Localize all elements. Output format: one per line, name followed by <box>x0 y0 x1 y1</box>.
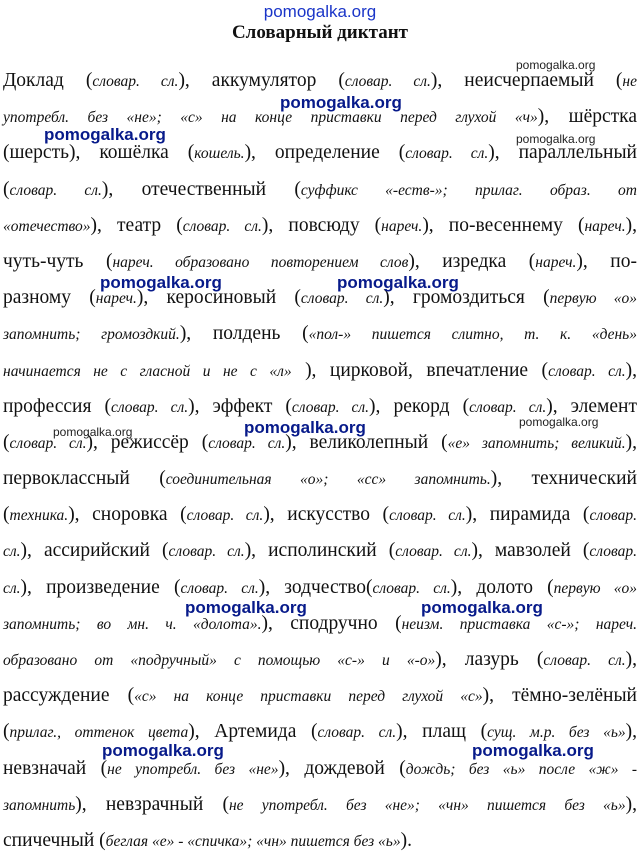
word-text: ), мавзолей ( <box>471 540 590 562</box>
word-text: ), керосиновый ( <box>136 287 301 309</box>
word-text: ), Артемида ( <box>188 721 318 743</box>
word-text: ), сподручно ( <box>261 612 402 634</box>
watermark: pomogalka.org <box>472 741 594 760</box>
page-title: Словарный диктант <box>231 22 409 43</box>
note-text: сущ. м.р. без «ь» <box>487 724 626 742</box>
note-text: «пол-» пишется слитно, т. к. «день» <box>308 326 637 344</box>
note-text: словар. сл. <box>469 398 547 416</box>
word-text: ), по- <box>576 250 637 272</box>
word-text: ), полдень ( <box>179 323 309 345</box>
word-text: ). <box>400 829 412 851</box>
note-text: не употребл. без «не»; «чн» пишется без «ь» <box>228 796 626 814</box>
note-text: нареч. <box>584 217 626 235</box>
watermark: pomogalka.org <box>244 418 366 437</box>
note-text: первую «о» <box>549 290 638 308</box>
word-text: профессия ( <box>3 395 111 417</box>
word-text: чуть-чуть ( <box>3 250 113 272</box>
note-text: употребл. без «не»; «с» на конце приставки перед глухой «ч» <box>3 109 538 127</box>
word-text: первоклассный ( <box>3 468 166 490</box>
note-text: словар. сл. <box>9 181 102 199</box>
note-text: словар. <box>589 507 638 525</box>
dictation-line <box>3 642 637 678</box>
word-text: ), режиссёр ( <box>86 431 209 453</box>
word-text: (шерсть), кошёлка ( <box>3 142 195 164</box>
note-text: прилаг., оттенок цвета <box>9 724 189 742</box>
note-text: «с» на конце приставки перед глухой «с» <box>134 688 483 706</box>
watermark: pomogalka.org <box>280 93 402 112</box>
dictation-line <box>3 280 637 316</box>
word-text: ), лазурь ( <box>435 649 544 670</box>
note-text: словар. сл. <box>389 507 466 525</box>
word-text: ), <box>625 721 637 743</box>
note-text: «е» запомнить; великий. <box>447 434 626 452</box>
note-text: запомнить; во мн. ч. «долота». <box>3 615 262 633</box>
word-text: ), <box>625 214 637 236</box>
dictation-line <box>3 353 637 389</box>
word-text: ), долото ( <box>450 576 554 598</box>
dictation-line <box>3 461 637 497</box>
note-text: запомнить; громоздкий. <box>3 326 180 344</box>
watermark: pomogalka.org <box>337 273 459 292</box>
dictation-line <box>3 316 637 352</box>
watermark: pomogalka.org <box>100 273 222 292</box>
note-text: словар. сл. <box>548 362 626 380</box>
word-text: ), невзрачный ( <box>75 793 229 815</box>
word-text: ), дождевой ( <box>278 757 406 779</box>
note-text: словар. сл. <box>208 434 286 452</box>
watermark: pomogalka.org <box>102 741 224 760</box>
word-text: ), тёмно-зелёный <box>482 685 637 707</box>
word-text: ), элемент <box>546 395 637 417</box>
dictation-line <box>3 172 637 208</box>
note-text: беглая «е» - «спичка»; «чн» пишется без «ь» <box>105 832 401 850</box>
word-text: ), <box>625 649 638 670</box>
note-text: словар. <box>589 543 637 561</box>
note-text: словар. сл. <box>395 543 472 561</box>
watermark: pomogalka.org <box>516 58 596 72</box>
note-text: словар. сл. <box>291 398 370 416</box>
watermark: pomogalka.org <box>519 415 599 429</box>
note-text: словар. сл. <box>186 507 264 525</box>
word-text: ( <box>3 431 10 453</box>
dictation-body <box>3 63 637 859</box>
dictation-line <box>3 533 637 569</box>
word-text: ( <box>3 721 10 743</box>
note-text: словар. сл. <box>344 73 431 90</box>
note-text: словар. сл. <box>168 543 245 561</box>
word-text: ), повсюду ( <box>261 214 382 236</box>
note-text: образовано от «подручный» с помощью «с-» и «-о» <box>3 652 436 669</box>
word-text: ), изредка ( <box>408 250 536 272</box>
word-text: рассуждение ( <box>3 685 135 707</box>
word-text: ), отечественный ( <box>101 178 301 200</box>
word-text: ), театр ( <box>90 214 183 236</box>
dictation-line <box>3 678 637 714</box>
note-text: запомнить <box>3 796 76 814</box>
word-text: ), сноровка ( <box>68 504 187 526</box>
note-text: словар. сл. <box>92 73 179 90</box>
word-text: ( <box>3 178 10 200</box>
note-text: нареч. <box>95 290 137 308</box>
word-text: ), аккумулятор ( <box>178 70 345 91</box>
word-text: ( <box>3 504 10 526</box>
note-text: техника. <box>9 507 69 525</box>
word-text: ), технический <box>490 468 637 490</box>
site-watermark-header: pomogalka.org <box>263 2 377 21</box>
word-text: спичечный ( <box>3 829 106 851</box>
word-text: разному ( <box>3 287 96 309</box>
note-text: не употребл. без «не» <box>107 760 279 778</box>
word-text: Доклад ( <box>3 70 93 91</box>
note-text: первую «о» <box>553 579 638 597</box>
word-text: ), исполинский ( <box>244 540 396 562</box>
note-text: суффикс «-еств-»; прилаг. образ. от <box>300 181 637 199</box>
note-text: нареч. образовано повторением слов <box>112 253 409 271</box>
note-text: словар. сл. <box>110 398 189 416</box>
word-text: ), <box>625 359 637 381</box>
note-text: словар. сл. <box>9 434 87 452</box>
word-text: ), эффект ( <box>188 395 292 417</box>
word-text: ), параллельный <box>488 142 637 164</box>
word-text: ), зодчество( <box>258 576 373 598</box>
dictation-line <box>3 823 637 859</box>
note-text: соединительная «о»; «сс» запомнить. <box>165 471 491 489</box>
word-text: ), искусство ( <box>263 504 390 526</box>
note-text: сл. <box>3 543 21 561</box>
note-text: нареч. <box>535 253 577 271</box>
word-text: ), плащ ( <box>396 721 488 743</box>
word-text: невзначай ( <box>3 757 108 779</box>
dictation-line <box>3 244 637 280</box>
note-text: нареч. <box>381 217 423 235</box>
watermark: pomogalka.org <box>185 598 307 617</box>
word-text: ), цирковой, впечатление ( <box>291 359 549 381</box>
watermark: pomogalka.org <box>53 425 133 439</box>
note-text: словар. сл. <box>182 217 262 235</box>
word-text: ), произведение ( <box>20 576 181 598</box>
note-text: словар. сл. <box>317 724 397 742</box>
word-text: ), неисчерпаемый ( <box>430 70 623 91</box>
note-text: дождь; без «ь» после «ж» - <box>405 760 638 778</box>
note-text: сл. <box>3 579 21 597</box>
note-text: неизм. приставка «с-»; нареч. <box>401 615 637 633</box>
dictation-line <box>3 208 637 244</box>
word-text: ), пирамида ( <box>465 504 590 526</box>
note-text: кошель. <box>194 145 245 163</box>
note-text: словар. сл. <box>372 579 451 597</box>
note-text: словар. сл. <box>180 579 259 597</box>
watermark: pomogalka.org <box>44 125 166 144</box>
word-text: ), шёрстка <box>537 106 637 128</box>
word-text: ), определение ( <box>244 142 406 164</box>
note-text: словар. сл. <box>543 652 626 669</box>
word-text: ), <box>625 793 637 815</box>
dictation-line <box>3 787 637 823</box>
word-text: ), громоздиться ( <box>383 287 550 309</box>
note-text: словар. сл. <box>405 145 489 163</box>
note-text: «отечество» <box>3 217 91 235</box>
word-text: ), по-весеннему ( <box>422 214 585 236</box>
note-text: словар. сл. <box>300 290 384 308</box>
dictation-line <box>3 497 637 533</box>
watermark: pomogalka.org <box>516 132 596 146</box>
watermark: pomogalka.org <box>421 598 543 617</box>
word-text: ), великолепный ( <box>285 431 448 453</box>
word-text: ), <box>625 431 637 453</box>
word-text: ), ассирийский ( <box>20 540 169 562</box>
word-text: ), рекорд ( <box>369 395 470 417</box>
note-text: начинается не с гласной и не с «л» <box>3 362 292 380</box>
note-text: не <box>622 73 637 90</box>
